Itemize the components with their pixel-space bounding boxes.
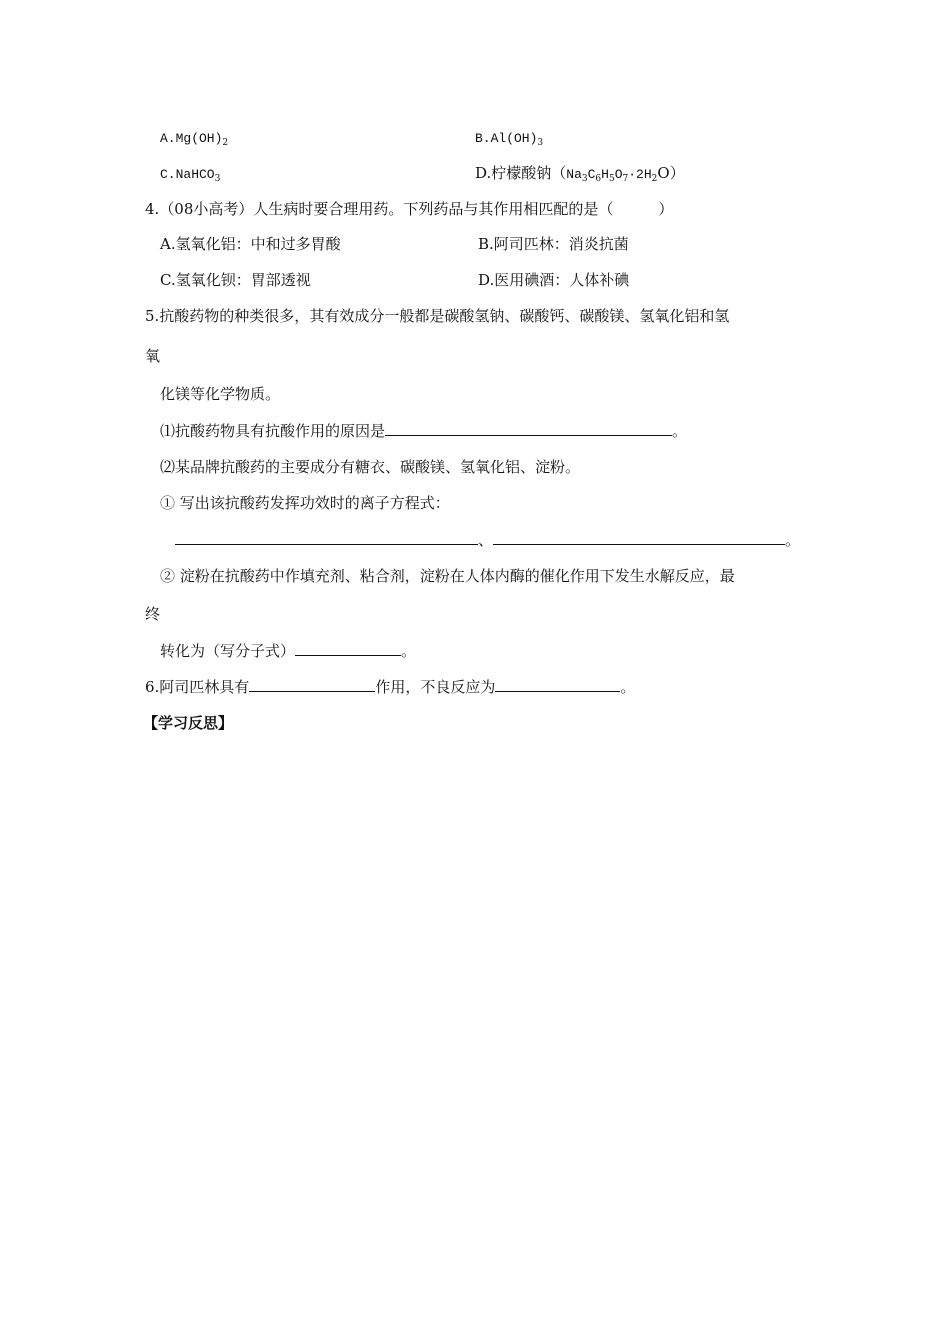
q3-option-a: $A.Mg(OH)_2$	[160, 131, 229, 148]
q5-equation-blanks: 、 。	[175, 529, 800, 551]
q5-stem-line1: 5.抗酸药物的种类很多，其有效成分一般都是碳酸氢钠、碳酸钙、碳酸镁、氢氧化铝和氢	[145, 307, 730, 325]
q4-option-a: A.氢氧化铝：中和过多胃酸	[160, 235, 341, 253]
q5-equation-blank-1[interactable]	[175, 529, 478, 545]
q4-option-b: B.阿司匹林：消炎抗菌	[478, 235, 629, 253]
q6: 6.阿司匹林具有 作用，不良反应为 。	[145, 678, 636, 696]
q5-part2: ⑵某品牌抗酸药的主要成分有糖衣、碳酸镁、氢氧化铝、淀粉。	[160, 458, 581, 476]
q4-option-d: D.医用碘酒：人体补碘	[478, 271, 630, 289]
q5-stem-line2: 氧	[145, 347, 161, 365]
q5-part2-1: ① 写出该抗酸药发挥功效时的离子方程式：	[160, 494, 450, 512]
q5-part1: ⑴抗酸药物具有抗酸作用的原因是 。	[160, 422, 688, 440]
q4-stem: 4.（08小高考）人生病时要合理用药。下列药品与其作用相匹配的是（ ）	[145, 200, 674, 218]
q3-option-d: D.柠檬酸钠$(Na_3C_6H_5O_7\cdot 2H_2O)$	[475, 164, 685, 184]
q3-option-c: C.NaHCO$_3$	[160, 167, 221, 184]
reflection-heading: 【学习反思】	[143, 714, 234, 732]
q5-part2-2-line2: 终	[145, 605, 161, 623]
q5-stem-line3: 化镁等化学物质。	[160, 385, 281, 403]
q5-equation-blank-2[interactable]	[493, 529, 785, 545]
q5-part1-answer-blank[interactable]	[385, 420, 672, 436]
q6-side-effect-blank[interactable]	[495, 676, 620, 692]
q4-option-c: C.氢氧化钡：胃部透视	[160, 271, 311, 289]
q6-effect-blank[interactable]	[249, 676, 375, 692]
q5-part2-2-line1: ② 淀粉在抗酸药中作填充剂、粘合剂，淀粉在人体内酶的催化作用下发生水解反应，最	[160, 567, 735, 585]
q5-part2-2-line3: 转化为（写分子式） 。	[160, 642, 417, 660]
q3-option-b: $B.Al(OH)_3$	[475, 131, 544, 148]
q5-formula-blank[interactable]	[295, 640, 401, 656]
